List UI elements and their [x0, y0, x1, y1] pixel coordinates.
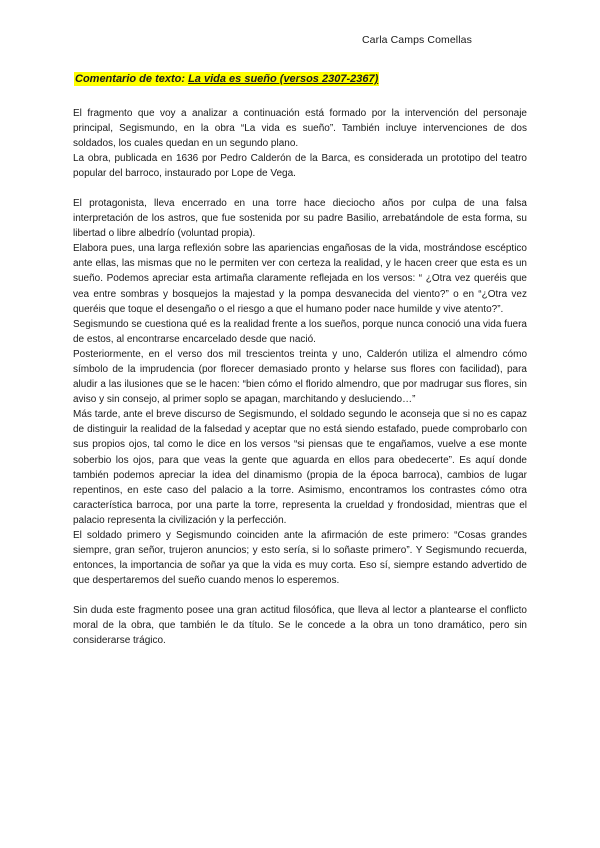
author-name: Carla Camps Comellas: [362, 34, 472, 46]
paragraph: La obra, publicada en 1636 por Pedro Calderón de la Barca, es considerada un prototipo del teatro popular del barroco, instaurado por Lope de Vega.: [73, 153, 527, 180]
paragraph: Posteriormente, en el verso dos mil trescientos treinta y uno, Calderón utiliza el almendro cómo símbolo de la imprudencia (por florecer demasiado pronto y helarse sus flores con facilidad), para aludir a las ilusiones que se le hacen: “bien cómo el florido almendro, que por madrugar sus flores, sin aviso y sin consejo, al primer soplo se apagan, marchitando y desluciendo…”: [73, 348, 527, 406]
document-title: [74, 72, 379, 86]
paragraph: Segismundo se cuestiona qué es la realidad frente a los sueños, porque nunca conoció una vida fuera de estos, al encontrarse encarcelado desde que nació.: [73, 318, 527, 345]
paragraph: El fragmento que voy a analizar a continuación está formado por la intervención del personaje principal, Segismundo, en la obra “La vida es sueño”. También incluye intervenciones de dos soldados, los cuales quedan en un segundo plano.: [73, 108, 527, 150]
title-prefix: Comentario de texto:: [75, 73, 189, 85]
paragraph: Más tarde, ante el breve discurso de Segismundo, el soldado segundo le aconseja que si no es capaz de distinguir la realidad de la falsedad y aceptar que no está siendo estafado, puede comprobarlo con sus propios ojos, tal como le dice en los versos “si piensas que te engañamos, vuelve a ese monte soberbio los ojos, para que veas la gente que aguarda en ellos para obedecerte”. Es aquí donde también podemos apreciar la idea del dinamismo (propia de la época barroca), cambios de lugar repentinos, en este caso del palacio a la torre. Asimismo, encontramos los contrastes cómo otra característica barroca, por una parte la torre, representa la crueldad y frondosidad, mientras que el palacio representa la civilización y la perfección.: [73, 409, 527, 526]
paragraph: Sin duda este fragmento posee una gran actitud filosófica, que lleva al lector a plantearse el conflicto moral de la obra, que también le da título. Se le concede a la obra un tono dramático, pero sin considerarse trágico.: [73, 604, 527, 647]
paragraph: El soldado primero y Segismundo coinciden ante la afirmación de este primero: “Cosas grandes siempre, gran señor, trujeron anuncios; y esto sería, si lo soñaste primero”. Y Segismundo recuerda, entonces, la importancia de soñar ya que la vida es muy corta. Eso sí, siempre estando advertido de que despertaremos del sueño cuando menos lo esperemos.: [73, 530, 527, 587]
paragraph: El protagonista, lleva encerrado en una torre hace dieciocho años por culpa de una falsa interpretación de los astros, que fue sostenida por su padre Basilio, arrebatándole de esta forma, su libertad o libre albedrío (voluntad propia).: [73, 197, 527, 240]
document-body: [73, 106, 527, 648]
title-work: La vida es sueño (versos 2307-2367): [188, 73, 379, 85]
paragraph: Elabora pues, una larga reflexión sobre las apariencias engañosas de la vida, mostrándose escéptico ante ellas, las mismas que no le permiten ver con certeza la realidad, y le hacen creer que esta es un sueño. Podemos apreciar esta artimaña claramente reflejada en los versos: “ ¿Otra vez queréis que vea entre sombras y bosquejos la majestad y la pompa desvanecida del viento?” o en “¿Otra vez queréis que toque el desengaño o el riesgo a que el humano poder nace humilde y vive atento?”.: [73, 243, 527, 315]
